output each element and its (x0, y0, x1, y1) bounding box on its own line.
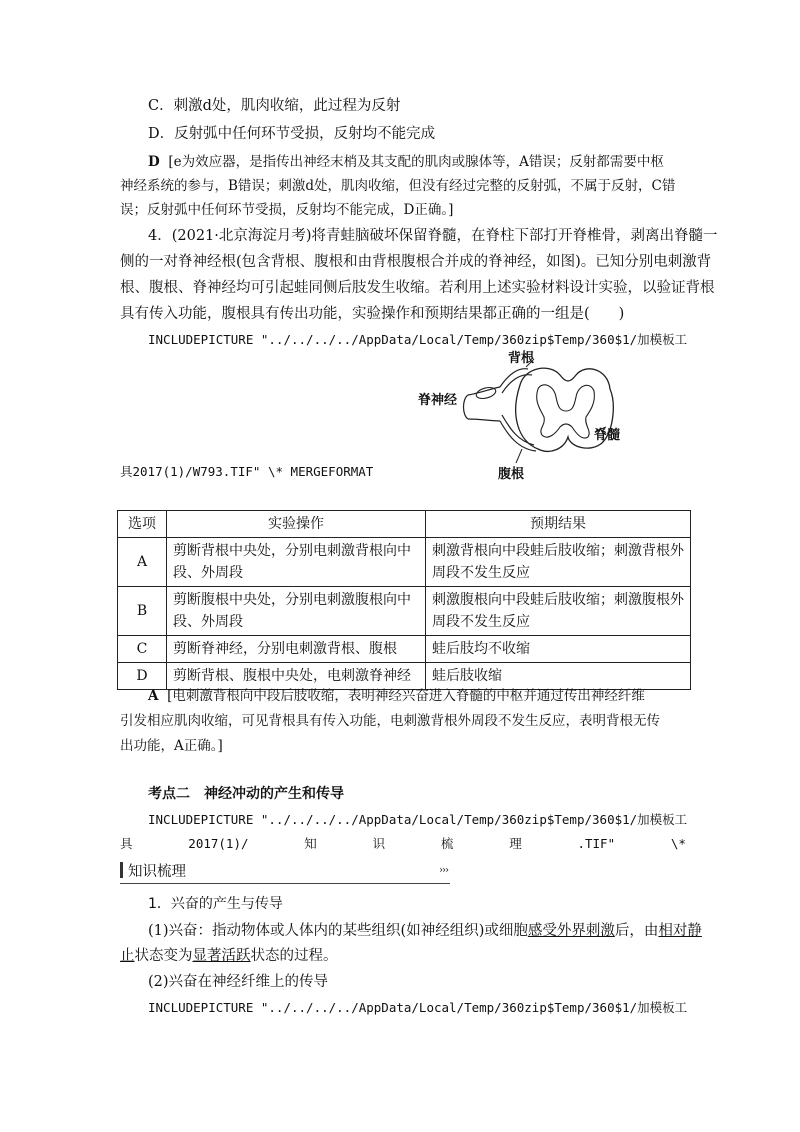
section-include-field-1: INCLUDEPICTURE "../../../../AppData/Local/Temp/360zip$Temp/360$1/加模板工 (148, 812, 688, 827)
heading-excitation: 1．兴奋的产生与传导 (148, 896, 283, 912)
q4-stem-line-3: 根、腹根、脊神经均可引起蛙同侧后肢发生收缩。若利用上述实验材料设计实验，以验证背根 (120, 280, 715, 296)
options-table (117, 510, 691, 690)
definition-line-2: 止状态变为显著活跃状态的过程。 (120, 948, 338, 964)
q4-answer-line-1: A [电刺激背根向中段后肢收缩，表明神经兴奋进入脊髓的中枢并通过传出神经纤维 (148, 688, 645, 704)
q3-answer-line-3: 误；反射弧中任何环节受损，反射均不能完成，D正确。] (120, 202, 454, 218)
label-dorsal-root: 背根 (508, 351, 535, 366)
q3-answer-letter: D (148, 154, 160, 170)
header-result: 预期结果 (426, 511, 691, 538)
definition-line-1: (1)兴奋：指动物体或人体内的某些组织(如神经组织)或细胞感受外界刺激后，由相对静 (148, 923, 702, 939)
row-operation: 剪断腹根中央处，分别电刺激腹根向中段、外周段 (167, 587, 426, 636)
row-operation: 剪断脊神经，分别电刺激背根、腹根 (167, 636, 426, 663)
heading-conduction: (2)兴奋在神经纤维上的传导 (148, 974, 329, 990)
table-row (118, 587, 691, 636)
row-result: 刺激背根向中段蛙后肢收缩；刺激背根外周段不发生反应 (426, 538, 691, 587)
label-spinal-cord: 脊髓 (594, 428, 621, 443)
table-row (118, 636, 691, 663)
q4-stem-line-1: 4．(2021·北京海淀月考)将青蛙脑破坏保留脊髓，在脊柱下部打开脊椎骨，剥离出脊髓一 (148, 228, 718, 244)
q3-answer-line-1: D [e为效应器，是指传出神经末梢及其支配的肌肉或腺体等，A错误；反射都需要中枢 (148, 154, 664, 170)
table-header-row (118, 511, 691, 538)
row-option: D (118, 663, 167, 690)
q4-stem-line-2: 侧的一对脊神经根(包含背根、腹根和由背根腹根合并成的脊神经，如图)。已知分别电刺激背 (120, 254, 712, 270)
label-spinal-nerve: 脊神经 (418, 393, 458, 408)
q4-stem-line-4: 具有传入功能，腹根具有传出功能，实验操作和预期结果都正确的一组是( ) (120, 306, 625, 322)
banner-title: 知识梳理 (128, 864, 186, 880)
row-operation: 剪断背根中央处，分别电刺激背根向中段、外周段 (167, 538, 426, 587)
section-title: 考点二 神经冲动的产生和传导 (148, 786, 344, 802)
row-option: C (118, 636, 167, 663)
spinal-cord-diagram (410, 345, 660, 480)
q4-include-field-1: INCLUDEPICTURE "../../../../AppData/Local/Temp/360zip$Temp/360$1/加模板工 (148, 332, 688, 347)
option-c: C．刺激d处，肌肉收缩，此过程为反射 (148, 98, 401, 114)
header-operation: 实验操作 (167, 511, 426, 538)
header-option: 选项 (118, 511, 167, 538)
row-result: 蛙后肢均不收缩 (426, 636, 691, 663)
knowledge-banner (120, 857, 450, 884)
table-row (118, 538, 691, 587)
q4-answer-line-3: 出功能，A正确。] (120, 738, 223, 754)
q4-answer-letter: A (148, 688, 159, 704)
label-ventral-root: 腹根 (498, 467, 525, 482)
row-result: 刺激腹根向中段蛙后肢收缩；刺激腹根外周段不发生反应 (426, 587, 691, 636)
section-include-field-2: 具 2017(1)/ 知 识 梳 理 .TIF" \* (120, 836, 686, 851)
banner-bar (120, 862, 123, 878)
row-option: B (118, 587, 167, 636)
q4-answer-line-2: 引发相应肌肉收缩，可见背根具有传入功能，电刺激背根外周段不发生反应，表明背根无传 (120, 713, 660, 729)
row-operation: 剪断背根、腹根中央处，电刺激脊神经 (167, 663, 426, 690)
row-option: A (118, 538, 167, 587)
banner-arrows: ››› (439, 865, 448, 876)
q3-answer-line-2: 神经系统的参与，B错误；刺激d处，肌肉收缩，但没有经过完整的反射弧，不属于反射，C错 (120, 178, 676, 194)
option-d: D．反射弧中任何环节受损，反射均不能完成 (148, 126, 436, 142)
row-result: 蛙后肢收缩 (426, 663, 691, 690)
section-include-field-3: INCLUDEPICTURE "../../../../AppData/Local/Temp/360zip$Temp/360$1/加模板工 (148, 1000, 688, 1015)
q4-include-field-2: 具2017(1)/W793.TIF" \* MERGEFORMAT (120, 464, 374, 479)
